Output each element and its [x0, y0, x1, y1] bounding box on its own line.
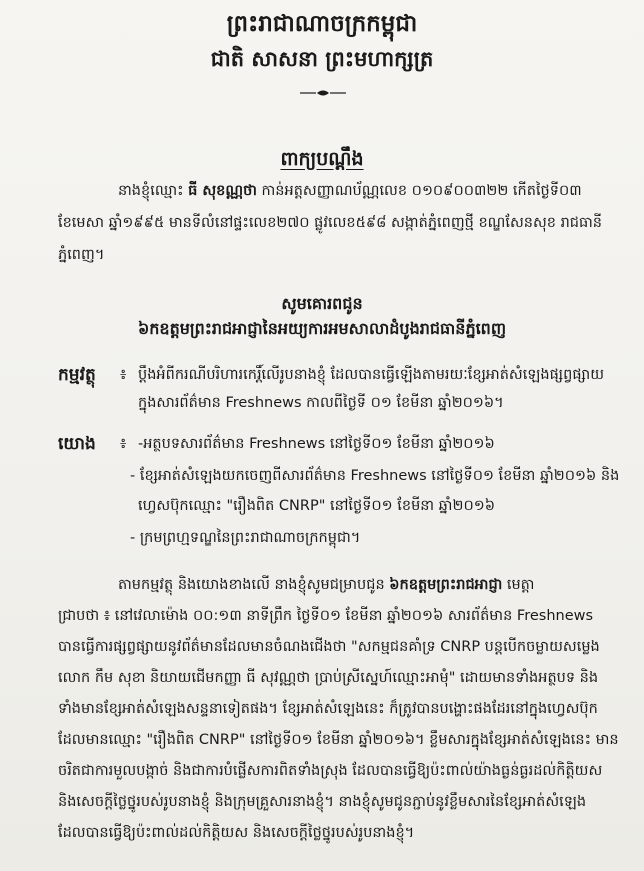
body-line-6: ដែលមានឈ្មោះ "រឿងពិត CNRP" នៅថ្ងៃទី០១ ខែមីនា ឆ្នាំ២០១៦។ ខ្លឹមសារក្នុងខ្សែអាត់សំឡេងនេះ មាន [58, 732, 619, 748]
body-line-4: លោក កឹម សុខា និយាយជើមកញ្ញា ធី សុវណ្ណថា ប្រាប់ស្រីស្នេហ៍ឈ្មោះអាមុំ" ដោយមានទាំងអត្ថបទ និង [58, 670, 599, 686]
intro-text: កាន់អត្តសញ្ញាណប័ណ្ណលេខ ០១០៩០០៣២២ កើតថ្ងៃទី០៣ [256, 183, 582, 199]
reference-item-1: -អត្ថបទសារព័ត៌មាន Freshnews នៅថ្ងៃទី០១ ខែមីនា ឆ្នាំ២០១៦ [138, 436, 495, 452]
national-motto: ជាតិ សាសនា ព្រះមហាក្សត្រ [210, 47, 434, 71]
reference-item-2-line-1: - ខ្សែអាត់សំឡេងយកចេញពីសារព័ត៌មាន Freshnews នៅថ្ងៃទី០១ ខែមីនា ឆ្នាំ២០១៦ និង [130, 468, 620, 484]
body-line-9: ដែលបានធ្វើឱ្យប៉ះពាល់ដល់កិត្តិយស និងសេចក្ដីថ្លៃថ្នូរបស់រូបនាងខ្ញុំ។ [58, 825, 415, 841]
intro-line-1 [118, 181, 582, 201]
reference-colon: ៖ [120, 436, 127, 452]
complainant-name: ធី សុខណ្ណថា [188, 183, 257, 199]
reference-item-2-line-2: ហ្វេសប៊ុកឈ្មោះ "រឿងពិត CNRP" នៅថ្ងៃទី០១ ខែមីនា ឆ្នាំ២០១៦ [138, 498, 495, 514]
body-line-5: ទាំងមានខ្សែអាត់សំឡេងសន្ទនាទៀតផង។ ខ្សែអាត់សំឡេងនេះ ក៏ត្រូវបានបង្ហោះផងដែរនៅក្នុងហ្វេសប៊ុក [58, 701, 598, 717]
kingdom-heading: ព្រះរាជាណាចក្រកម្ពុជា [226, 11, 418, 37]
subject-label: កម្មវត្ថុ [58, 365, 96, 385]
body-line-1 [118, 575, 535, 595]
body-line-2: ជ្រាបថា ៖ នៅវេលាម៉ោង ០០:១៣ នាទីព្រឹក ថ្ងៃទី០១ ខែមីនា ឆ្នាំ២០១៦ សារព័ត៌មាន Freshnews [58, 608, 594, 624]
body-line-7: ចរិតជាការមួលបង្កាច់ និងជាការបំផ្លើសការពិតទាំងស្រុង ដែលបានធ្វើឱ្យប៉ះពាល់យ៉ាងធ្ងន់ធ្ងរដល់កិត្តិយស [58, 763, 603, 779]
reference-label: យោង [58, 434, 96, 454]
recipient-salutation: សូមគោរពជូន [281, 294, 363, 313]
body-line-8: និងសេចក្ដីថ្លៃថ្នូរបស់រូបនាងខ្ញុំ និងក្រុមគ្រួសារនាងខ្ញុំ។ នាងខ្ញុំសូមជូនភ្ជាប់នូវខ្លឹមសារនៃខ្សែអាត់សំឡេង [58, 794, 587, 810]
subject-line-1: ប្ដឹងអំពីករណីបរិហារកេរ្តិ៍លើរូបនាងខ្ញុំ ដែលបានធ្វើឡើងតាមរយៈខ្សែអាត់សំឡេងផ្សព្វផ្សាយ [138, 367, 605, 383]
body-text: មេត្តា [502, 577, 535, 593]
prosecutor-title: ៦កឧត្ដមព្រះរាជអាជ្ញា [389, 577, 503, 593]
recipient-title: ៦កឧត្ដមព្រះរាជអាជ្ញានៃអយ្យការអមសាលាដំបូងរាជធានីភ្នំពេញ [137, 319, 507, 338]
divider-ornament-icon [300, 88, 346, 98]
subject-line-2: ក្នុងសារព័ត៌មាន Freshnews កាលពីថ្ងៃទី ០១ ខែមីនា ឆ្នាំ២០១៦។ [138, 395, 504, 411]
body-line-3: បានធ្វើការផ្សព្វផ្សាយនូវព័ត៌មានដែលមានចំណងជើងថា "សកម្មជនគាំទ្រ CNRP បន្តបើកចម្លាយសម្លេង [58, 639, 600, 655]
intro-line-3: ភ្នំពេញ។ [58, 247, 105, 263]
document-title: ពាក្យបណ្ដឹង [280, 148, 364, 170]
intro-text: នាងខ្ញុំឈ្មោះ [118, 183, 189, 199]
subject-colon: ៖ [120, 367, 127, 383]
reference-item-3: - ក្រមព្រហ្មទណ្ឌនៃព្រះរាជាណាចក្រកម្ពុជា។ [130, 530, 361, 546]
intro-line-2: ខែមេសា ឆ្នាំ១៩៩៥ មានទីលំនៅផ្ទះលេខ២៧០ ផ្លូវលេខ៥៩៨ សង្កាត់ភ្នំពេញថ្មី ខណ្ឌសែនសុខ រាជធានី [58, 215, 603, 231]
body-text: តាមកម្មវត្ថុ និងយោងខាងលើ នាងខ្ញុំសូមជម្រាបជូន [118, 577, 390, 593]
